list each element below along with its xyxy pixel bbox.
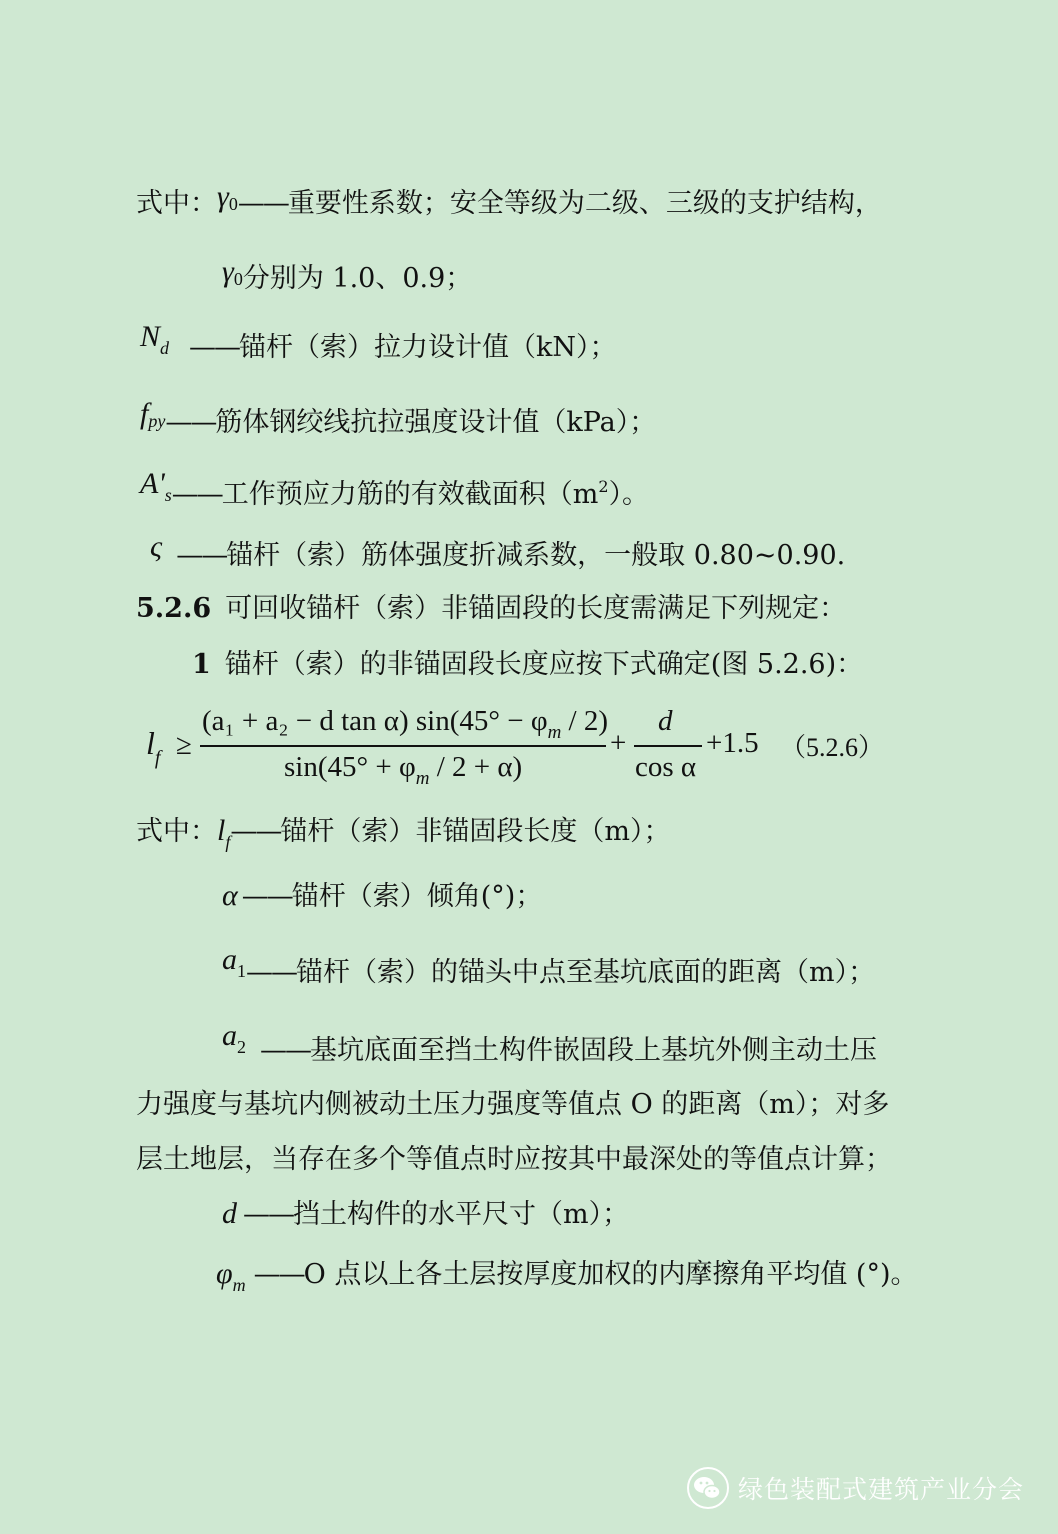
symbol-varsigma: ς bbox=[150, 530, 163, 563]
symbol-subscript: d bbox=[160, 338, 170, 358]
definition-as bbox=[140, 467, 650, 518]
symbol-gamma: γ bbox=[222, 255, 234, 288]
em-dash: —— bbox=[241, 881, 292, 912]
definition-text: 工作预应力筋的有效截面积（m bbox=[221, 479, 599, 510]
watermark bbox=[686, 1466, 1024, 1510]
symbol-subscript: 0 bbox=[228, 194, 238, 214]
definition-text: 重要性系数；安全等级为二级、三级的支护结构， bbox=[287, 188, 882, 219]
definition-text: 筋体钢绞线抗拉强度设计值（kPa）； bbox=[215, 407, 657, 438]
symbol-f: f bbox=[140, 397, 149, 430]
definition-gamma0-values bbox=[222, 255, 473, 301]
em-dash: —— bbox=[189, 332, 240, 363]
symbol-a-prime: A' bbox=[140, 467, 165, 500]
em-dash: —— bbox=[237, 188, 288, 219]
clause-item bbox=[192, 645, 863, 685]
definition-text: 锚杆（索）倾角(°)； bbox=[291, 881, 543, 912]
formula-number: （5.2.6） bbox=[780, 733, 885, 762]
definition-text: 层土地层，当存在多个等值点时应按其中最深处的等值点计算； bbox=[136, 1144, 892, 1175]
formula-plus: + bbox=[610, 727, 627, 759]
symbol-subscript: s bbox=[164, 485, 172, 505]
em-dash: —— bbox=[165, 407, 216, 438]
clause-heading bbox=[136, 589, 846, 629]
formula-geq: ≥ bbox=[176, 729, 192, 761]
em-dash: —— bbox=[253, 1259, 304, 1290]
symbol-subscript: 1 bbox=[237, 961, 246, 981]
definition-text: 锚杆（索）拉力设计值（kN）； bbox=[239, 332, 617, 363]
superscript: 2 bbox=[598, 477, 609, 496]
formula-denominator-2: cos α bbox=[635, 751, 697, 783]
symbol-alpha: α bbox=[222, 879, 238, 912]
definition-nd bbox=[140, 320, 617, 370]
em-dash: —— bbox=[171, 479, 222, 510]
definition-text: 锚杆（索）的锚头中点至基坑底面的距离（m）； bbox=[296, 957, 876, 988]
definition-varsigma bbox=[150, 530, 846, 576]
definition-d bbox=[222, 1194, 629, 1235]
watermark-text: 绿色装配式建筑产业分会 bbox=[738, 1475, 1025, 1504]
definition-gamma0 bbox=[136, 180, 882, 226]
fraction-bar-1 bbox=[200, 745, 606, 747]
symbol-subscript: f bbox=[225, 832, 231, 852]
symbol-phi: φ bbox=[216, 1257, 233, 1290]
prefix-label: 式中： bbox=[136, 188, 217, 219]
definition-text: 分别为 1.0、0.9； bbox=[242, 263, 473, 294]
item-number: 1 bbox=[192, 649, 211, 680]
definition-fpy bbox=[140, 397, 657, 445]
definition-lf bbox=[136, 811, 670, 854]
formula-tail: +1.5 bbox=[706, 727, 759, 759]
definition-text: 力强度与基坑内侧被动土压力强度等值点 O 的距离（m）；对多 bbox=[136, 1089, 890, 1120]
symbol-subscript: 2 bbox=[237, 1037, 246, 1057]
clause-number: 5.2.6 bbox=[136, 593, 212, 624]
symbol-a: a bbox=[222, 1019, 237, 1052]
definition-a2 bbox=[222, 1019, 877, 1073]
definition-text: 基坑底面至挡土构件嵌固段上基坑外侧主动土压 bbox=[310, 1035, 877, 1066]
formula-denominator-1: $\sin(45^\circ + \varphi_m / 2 + \alpha)$ bbox=[284, 751, 523, 789]
symbol-d: d bbox=[222, 1197, 237, 1230]
definition-a1 bbox=[222, 943, 876, 995]
definition-text: 锚杆（索）筋体强度折减系数，一般取 0.80~0.90. bbox=[226, 540, 846, 571]
em-dash: —— bbox=[243, 1199, 293, 1230]
definition-text: O 点以上各土层按厚度加权的内摩擦角平均值 (°)。 bbox=[303, 1259, 918, 1290]
em-dash: —— bbox=[260, 1035, 310, 1066]
definition-a2-continued-2 bbox=[136, 1140, 892, 1180]
definition-text: 锚杆（索）非锚固段长度（m）； bbox=[280, 816, 671, 847]
em-dash: —— bbox=[246, 957, 296, 988]
definition-phi-m bbox=[216, 1254, 917, 1297]
definition-a2-continued-1 bbox=[136, 1085, 889, 1125]
definition-text: 挡土构件的水平尺寸（m）； bbox=[293, 1199, 630, 1230]
symbol-n: N bbox=[140, 320, 161, 353]
symbol-subscript: m bbox=[232, 1275, 246, 1295]
wechat-icon bbox=[686, 1466, 730, 1510]
symbol-gamma: γ bbox=[217, 180, 229, 213]
item-text: 锚杆（索）的非锚固段长度应按下式确定(图 5.2.6)： bbox=[224, 649, 864, 680]
symbol-subscript: 0 bbox=[233, 269, 243, 289]
symbol-a: a bbox=[222, 943, 237, 976]
formula-numerator-2: d bbox=[658, 705, 673, 737]
prefix-label: 式中： bbox=[136, 816, 217, 847]
clause-text: 可回收锚杆（索）非锚固段的长度需满足下列规定： bbox=[225, 593, 847, 624]
symbol-subscript: py bbox=[148, 411, 166, 431]
fraction-bar-2 bbox=[634, 745, 702, 747]
formula-lhs: $l_f$ bbox=[146, 725, 161, 769]
definition-end: ）。 bbox=[608, 479, 650, 510]
em-dash: —— bbox=[176, 540, 227, 571]
definition-alpha bbox=[222, 876, 542, 917]
formula-numerator-1: (a₁ + a₂ − d tan α) $\sin(45^\circ - \varphi_m / 2)$ bbox=[202, 705, 609, 743]
em-dash: —— bbox=[230, 816, 281, 847]
symbol-l: l bbox=[217, 814, 226, 847]
